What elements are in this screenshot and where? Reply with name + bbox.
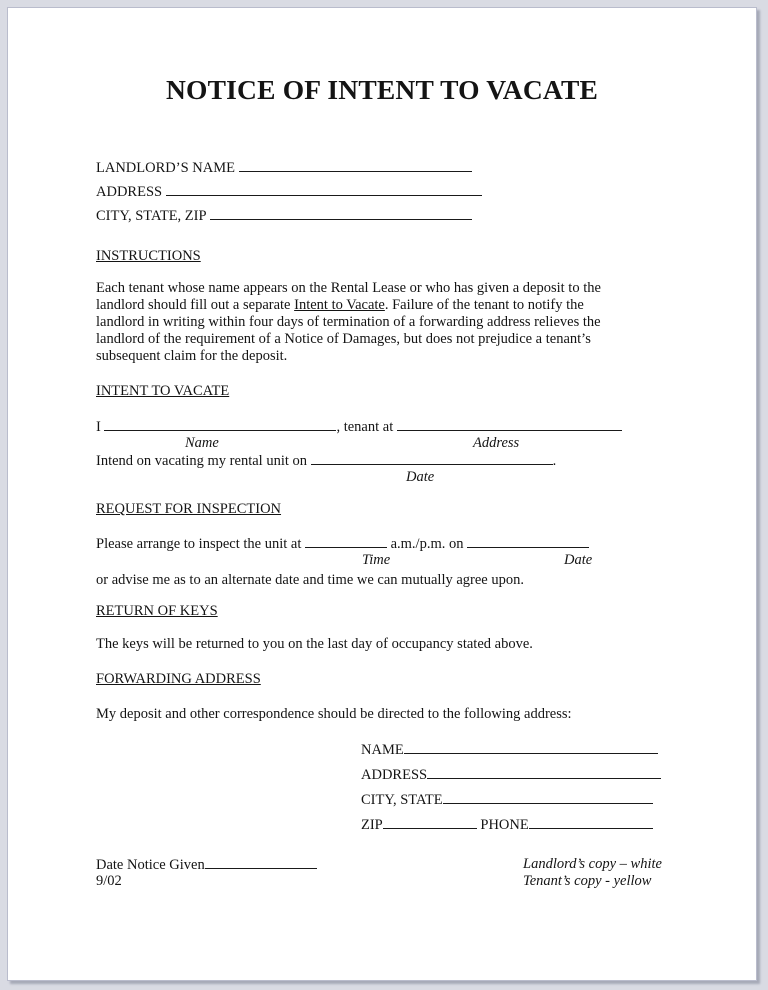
date-given-label: Date Notice Given [96,857,205,873]
instructions-line-2a: landlord should fill out a separate [96,297,295,313]
fwd-zip-row [361,816,653,834]
inspection-date-field[interactable] [467,535,589,548]
instructions-paragraph [96,280,696,365]
fwd-city-field[interactable] [443,791,653,804]
ampm-label: a.m./p.m. on [390,536,464,552]
fwd-name-label: NAME [361,742,404,758]
tenant-address-field[interactable] [397,418,622,431]
intent-heading: INTENT TO VACATE [96,383,230,399]
fwd-name-row [361,741,658,759]
intent-row [96,418,622,436]
landlord-copy-label: Landlord’s copy – white [523,856,662,872]
tenant-at-label: , tenant at [336,419,394,435]
instructions-line-2 [96,297,696,314]
instructions-line-3: landlord in writing within four days of termination of a forwarding address relieves the [96,314,601,330]
address-caption: Address [473,435,520,451]
landlord-city-field[interactable] [210,207,472,220]
fwd-address-row [361,766,661,784]
version-label: 9/02 [96,873,122,889]
tenant-copy-label: Tenant’s copy - yellow [523,873,652,889]
landlord-city-row [96,207,472,225]
landlord-name-field[interactable] [239,159,472,172]
date-given-field[interactable] [205,856,317,869]
landlord-city-label: CITY, STATE, ZIP [96,208,207,224]
fwd-phone-field[interactable] [529,816,653,829]
fwd-zip-label: ZIP [361,817,383,833]
instructions-line-2b: . Failure of the tenant to notify the [384,297,584,313]
notice-document [7,7,757,981]
forwarding-heading: FORWARDING ADDRESS [96,671,261,687]
keys-heading: RETURN OF KEYS [96,603,218,619]
inspection-time-field[interactable] [305,535,387,548]
intent-to-vacate-ref: Intent to Vacate [294,297,385,313]
tenant-name-field[interactable] [104,418,336,431]
vacate-date-row [96,452,556,470]
landlord-name-label: LANDLORD’S NAME [96,160,235,176]
document-title: NOTICE OF INTENT TO VACATE [165,74,599,105]
vacate-label: Intend on vacating my rental unit on [96,453,308,469]
inspection-heading: REQUEST FOR INSPECTION [96,501,282,517]
landlord-address-label: ADDRESS [96,184,163,200]
landlord-name-row [96,159,472,177]
fwd-zip-field[interactable] [383,816,477,829]
fwd-city-label: CITY, STATE [361,792,443,808]
keys-text: The keys will be returned to you on the last day of occupancy stated above. [96,636,533,652]
time-caption: Time [362,552,391,568]
instructions-line-1: Each tenant whose name appears on the Rental Lease or who has given a deposit to the [96,280,601,296]
inspection-label: Please arrange to inspect the unit at [96,536,302,552]
name-caption: Name [185,435,219,451]
forwarding-text: My deposit and other correspondence should be directed to the following address: [96,706,572,722]
intent-i-label: I [96,419,101,435]
landlord-address-field[interactable] [166,183,482,196]
vacate-date-caption: Date [406,469,435,485]
vacate-date-field[interactable] [311,452,553,465]
fwd-city-row [361,791,653,809]
fwd-address-field[interactable] [427,766,661,779]
fwd-address-label: ADDRESS [361,767,428,783]
instructions-heading: INSTRUCTIONS [96,248,201,264]
inspection-line-2: or advise me as to an alternate date and time we can mutually agree upon. [96,572,524,588]
inspection-date-caption: Date [564,552,593,568]
instructions-line-4: landlord of the requirement of a Notice of Damages, but does not prejudice a tenant’s [96,331,591,347]
landlord-address-row [96,183,482,201]
fwd-phone-label: PHONE [480,817,529,833]
vacate-period: . [552,453,557,469]
instructions-line-5: subsequent claim for the deposit. [96,348,288,364]
inspection-row [96,535,589,553]
date-given-row [96,856,317,874]
fwd-name-field[interactable] [404,741,658,754]
